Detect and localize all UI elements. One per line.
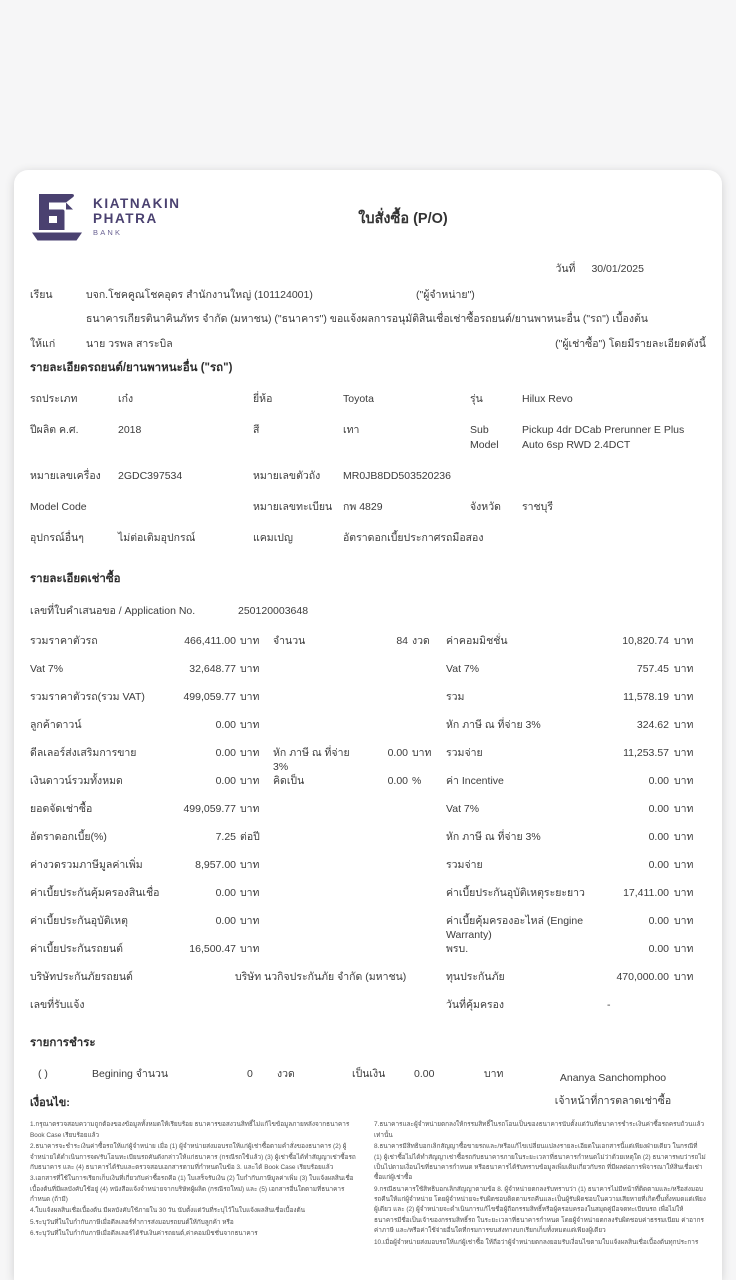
finance-unit: บาท	[240, 914, 260, 927]
letter-for-row	[30, 337, 706, 351]
term-item: 7.ธนาคารและผู้จำหน่ายตกลงให้กรรมสิทธิ์ในรถโอนเป็นของธนาคารนับตั้งแต่วันที่ธนาคารชำระเงินค่าซื้อรถครบถ้วนแล้วเท่านั้น	[374, 1121, 705, 1139]
to-label: เรียน	[30, 289, 53, 302]
finance-row	[446, 662, 706, 690]
finance-label: หัก ภาษี ณ ที่จ่าย 3%	[446, 718, 541, 731]
signature-title: เจ้าหน้าที่การตลาดเช่าซื้อ	[554, 1094, 672, 1107]
finance-value: 466,411.00	[184, 634, 236, 647]
finance-value: 0.00	[648, 830, 669, 843]
finance-unit: บาท	[240, 746, 260, 759]
payment-label: Begining จำนวน	[92, 1068, 169, 1081]
finance-label: รวม	[446, 690, 465, 703]
finance-value: 757.45	[636, 662, 669, 675]
finance-label: ค่าเบี้ยประกันอุบัติเหตุ	[30, 914, 128, 927]
finance-label: เลขที่รับแจ้ง	[30, 998, 85, 1011]
finance-row	[446, 858, 706, 886]
payment-count: 0	[247, 1068, 253, 1081]
payment-row	[30, 1067, 538, 1081]
finance-label: ค่า Incentive	[446, 774, 504, 787]
finance-value: 0.00	[215, 914, 236, 927]
finance-unit: บาท	[240, 802, 260, 815]
finance-label: ค่าเบี้ยประกันอุบัติเหตุระยะยาว	[446, 886, 585, 899]
finance-right-column	[442, 634, 706, 1026]
finance-label: ค่าเบี้ยประกันรถยนต์	[30, 942, 123, 955]
document-header	[30, 194, 706, 260]
letter-to-row	[30, 288, 706, 302]
finance-value: 0.00	[215, 774, 236, 787]
vehicle-label	[470, 531, 522, 562]
finance-mid-label: หัก ภาษี ณ ที่จ่าย 3%	[273, 746, 350, 774]
finance-unit: บาท	[674, 634, 694, 647]
bank-name-line3: BANK	[93, 228, 123, 238]
finance-label: วันที่คุ้มครอง	[446, 998, 505, 1011]
payment-count-unit: งวด	[277, 1068, 295, 1081]
finance-unit: บาท	[674, 802, 694, 815]
vehicle-label: รุ่น	[470, 393, 483, 406]
vehicle-label: หมายเลขเครื่อง	[30, 469, 101, 482]
term-item: 6.ระบุวันที่ในใบกำกับภาษีเมื่อดีลเลอร์ได้รับเงินค่ารถยนต์,ค่าคอมมิชชั่นจากธนาคาร	[30, 1230, 258, 1238]
finance-unit: บาท	[674, 690, 694, 703]
finance-row	[30, 970, 442, 998]
finance-value: 0.00	[215, 718, 236, 731]
finance-row	[446, 690, 706, 718]
terms-heading: เงื่อนไข:	[30, 1096, 70, 1109]
finance-value: บริษัท นวกิจประกันภัย จำกัด (มหาชน)	[235, 970, 407, 983]
finance-value: 0.00	[215, 886, 236, 899]
vehicle-label: สี	[253, 424, 260, 437]
vehicle-label: จังหวัด	[470, 500, 501, 513]
vehicle-value	[522, 531, 706, 562]
term-item: 2.ธนาคารจะชำระเงินค่าซื้อรถให้แก่ผู้จำหน่าย เมื่อ (1) ผู้จำหน่ายส่งมอบรถให้แก่ผู้เช่าซื้อตามคำสั่งของธนาคาร (2) ผู้จำหน่ายได้ดำเนินการจด/รับโอนทะเบียนรถคันดังกล่าวให้แก่ธนาคาร (กรณีรถใช้แล้ว) (3) ผู้เช่าซื้อได้ทำสัญญาเช่าซื้อรถกับธนาคาร และ (4) ธนาคารได้รับและตรวจสอบเอกสารตามที่กำหนดในข้อ 3. และได้ Book Case เรียบร้อยแล้ว	[30, 1143, 356, 1171]
term-item: 9.กรณีธนาคารใช้สิทธิบอกเลิกสัญญาตามข้อ 8. ผู้จำหน่ายตกลงรับทราบว่า (1) ธนาคารไม่มีหน้าที่ติดตามและ/หรือส่งมอบรถคืนให้แก่ผู้จำหน่าย โดยผู้จำหน่ายจะรับผิดชอบติดตามรถคืนและเป็นผู้รับผิดชอบในความเสียหายที่เกิดขึ้นทั้งหมดแต่เพียงผู้เดียว และ (2) ผู้จำหน่ายจะดำเนินการแก้ไขชื่อผู้ถือกรรมสิทธิ์หรือผู้ครอบครองในสมุดคู่มือจดทะเบียนรถ เพื่อไม่ให้ธนาคารมีชื่อเป็นเจ้าของกรรมสิทธิ์รถ ในระยะเวลาที่ธนาคารกำหนด โดยผู้จำหน่ายตกลงรับผิดชอบค่าธรรมเนียม ค่าอากร ค่าภาษี และ/หรือค่าใช้จ่ายอื่นใดที่กรมการขนส่งทางบกเรียกเก็บทั้งหมดแต่เพียงผู้เดียว	[374, 1185, 706, 1235]
finance-row	[446, 830, 706, 858]
finance-unit: บาท	[674, 970, 694, 983]
vehicle-value: ไม่ต่อเติมอุปกรณ์	[118, 532, 196, 545]
hirer-name: นาย วรพล สาระบิล	[86, 337, 173, 350]
finance-row	[30, 662, 442, 690]
finance-unit: บาท	[674, 662, 694, 675]
terms-left-column	[30, 1120, 362, 1249]
payment-section	[30, 1036, 706, 1111]
finance-row	[446, 746, 706, 774]
finance-label: ดีลเลอร์ส่งเสริมการขาย	[30, 746, 137, 759]
vehicle-label: ยี่ห้อ	[253, 393, 273, 406]
finance-unit: บาท	[240, 942, 260, 955]
finance-row	[30, 802, 442, 830]
bank-name-line1: KIATNAKIN	[93, 196, 181, 211]
finance-label: รวมจ่าย	[446, 858, 483, 871]
finance-mid-unit: %	[412, 774, 422, 787]
finance-row	[30, 634, 442, 662]
finance-unit: บาท	[240, 690, 260, 703]
finance-value: 0.00	[648, 914, 669, 927]
finance-row	[446, 942, 706, 970]
signature-name: Ananya Sanchomphoo	[559, 1072, 667, 1085]
finance-row	[30, 998, 442, 1026]
vehicle-value: กพ 4829	[343, 500, 383, 513]
finance-unit: บาท	[674, 942, 694, 955]
finance-mid-value: 84	[396, 634, 408, 647]
vehicle-value: เก๋ง	[118, 393, 134, 406]
vehicle-details-grid	[30, 392, 706, 562]
finance-unit: บาท	[240, 634, 260, 647]
term-item: 3.เอกสารที่ใช้ในการเรียกเก็บเงินที่เกี่ยวกับค่าซื้อรถคือ (1) ใบเสร็จรับเงิน (2) ใบกำกับภาษีมูลค่าเพิ่ม (3) ใบแจ้งผลสินเชื่อเบื้องต้นที่มีผลบังคับใช้อยู่ (4) หนังสือแจ้งจำหน่ายจากบริษัทผู้ผลิต (กรณีรถใหม่) และ (5) เอกสารอื่นใดตามที่ธนาคารกำหนด (ถ้ามี)	[30, 1175, 354, 1204]
vehicle-value: 2GDC397534	[118, 469, 183, 482]
finance-left-column	[30, 634, 442, 1026]
finance-row	[30, 718, 442, 746]
finance-value: 499,059.77	[183, 690, 236, 703]
finance-label: เงินดาวน์รวมทั้งหมด	[30, 774, 123, 787]
vehicle-label: หมายเลขทะเบียน	[253, 500, 333, 513]
finance-unit: บาท	[674, 774, 694, 787]
finance-label: รวมราคาตัวรถ	[30, 634, 98, 647]
finance-unit: บาท	[240, 718, 260, 731]
vehicle-label: รถประเภท	[30, 393, 78, 406]
finance-value: 0.00	[215, 746, 236, 759]
for-label: ให้แก่	[30, 337, 56, 350]
finance-unit: บาท	[240, 774, 260, 787]
finance-value: 11,253.57	[623, 746, 669, 759]
finance-mid-unit: งวด	[412, 634, 430, 647]
finance-unit: บาท	[674, 746, 694, 759]
finance-value: 324.62	[636, 718, 669, 731]
finance-label: ค่าเบี้ยคุ้มครองอะไหล่ (Engine Warranty)	[446, 914, 584, 942]
payment-amount-label: เป็นเงิน	[352, 1068, 386, 1081]
vehicle-value: Hilux Revo	[522, 393, 573, 406]
finance-row	[446, 774, 706, 802]
finance-row	[30, 746, 442, 774]
kiatnakin-phatra-logo-icon	[30, 194, 84, 241]
finance-value: 0.00	[648, 802, 669, 815]
letter-intro: ธนาคารเกียรตินาคินภัทร จำกัด (มหาชน) ("ธนาคาร") ขอแจ้งผลการอนุมัติสินเชื่อเช่าซื้อรถยนต์/ยานพาหนะอื่น ("รถ") เบื้องต้น	[86, 313, 648, 326]
vehicle-label: Model Code	[30, 500, 87, 513]
finance-unit: ต่อปี	[240, 830, 260, 843]
vehicle-value: อัตราดอกเบี้ยประกาศรถมือสอง	[343, 532, 484, 545]
date-value: 30/01/2025	[591, 263, 644, 275]
vehicle-value: ราชบุรี	[522, 500, 553, 513]
finance-label: รวมจ่าย	[446, 746, 483, 759]
finance-label: ค่าคอมมิชชั่น	[446, 634, 508, 647]
vehicle-label: หมายเลขตัวถัง	[253, 469, 321, 482]
finance-mid-value: 0.00	[387, 774, 408, 787]
finance-value: 7.25	[215, 830, 236, 843]
finance-row	[30, 690, 442, 718]
finance-label: ยอดจัดเช่าซื้อ	[30, 802, 93, 815]
finance-label: หัก ภาษี ณ ที่จ่าย 3%	[446, 830, 541, 843]
date-row	[30, 262, 706, 276]
finance-value: 0.00	[648, 858, 669, 871]
finance-unit: บาท	[674, 830, 694, 843]
finance-mid-value: 0.00	[387, 746, 408, 759]
finance-value: 17,411.00	[623, 886, 669, 899]
vehicle-value: Toyota	[343, 393, 374, 406]
finance-unit: บาท	[240, 886, 260, 899]
hp-section-heading: รายละเอียดเช่าซื้อ	[30, 573, 121, 586]
vehicle-label: แคมเปญ	[253, 532, 293, 545]
bank-name-line2: PHATRA	[93, 211, 158, 227]
vehicle-value: 2018	[118, 424, 142, 437]
application-row	[30, 604, 706, 618]
finance-row	[446, 718, 706, 746]
dealer-tag: ("ผู้จำหน่าย")	[416, 289, 475, 302]
finance-label: ทุนประกันภัย	[446, 970, 505, 983]
finance-label: Vat 7%	[446, 802, 480, 815]
finance-mid-label: จำนวน	[273, 634, 306, 647]
payment-checkbox: ( )	[38, 1068, 48, 1081]
finance-row	[446, 634, 706, 662]
finance-unit: บาท	[674, 914, 694, 927]
vehicle-value: เทา	[343, 424, 360, 437]
vehicle-label: ปีผลิต ค.ศ.	[30, 424, 79, 437]
finance-value: 0.00	[648, 774, 669, 787]
finance-row	[446, 970, 706, 998]
finance-value: 11,578.19	[623, 690, 669, 703]
term-item: 10.เมื่อผู้จำหน่ายส่งมอบรถให้แก่ผู้เช่าซื้อ ให้ถือว่าผู้จำหน่ายตกลงยอมรับเงื่อนไขตามใบแจ้งผลสินเชื่อเบื้องต้นทุกประการ	[374, 1238, 699, 1246]
finance-row	[30, 858, 442, 886]
dealer-name: บจก.โชคคูณโชคอุดร สำนักงานใหญ่ (101124001)	[86, 289, 313, 302]
finance-label: บริษัทประกันภัยรถยนต์	[30, 970, 133, 983]
finance-row	[30, 774, 442, 802]
finance-value: 0.00	[648, 942, 669, 955]
hirer-tag: ("ผู้เช่าซื้อ") โดยมีรายละเอียดดังนี้	[555, 337, 706, 350]
finance-unit: บาท	[674, 886, 694, 899]
finance-value: -	[607, 998, 611, 1011]
finance-columns	[30, 634, 706, 1026]
vehicle-section-heading: รายละเอียดรถยนต์/ยานพาหนะอื่น ("รถ")	[30, 361, 233, 374]
payment-amount-unit: บาท	[484, 1068, 504, 1081]
finance-unit: บาท	[240, 858, 260, 871]
finance-label: ค่าเบี้ยประกันคุ้มครองสินเชื่อ	[30, 886, 160, 899]
application-no-label: เลขที่ใบคำเสนอขอ / Application No.	[30, 604, 196, 617]
finance-value: 499,059.77	[183, 802, 236, 815]
finance-unit: บาท	[674, 718, 694, 731]
finance-value: 470,000.00	[616, 970, 669, 983]
finance-mid-unit: บาท	[412, 746, 432, 759]
finance-label: อัตราดอกเบี้ย(%)	[30, 830, 107, 843]
finance-value: 10,820.74	[622, 634, 669, 647]
finance-value: 32,648.77	[189, 662, 236, 675]
finance-unit: บาท	[674, 858, 694, 871]
finance-mid-label: คิดเป็น	[273, 774, 305, 787]
finance-value: 8,957.00	[195, 858, 236, 871]
finance-label: ลูกค้าดาวน์	[30, 718, 82, 731]
finance-label: Vat 7%	[30, 662, 64, 675]
term-item: 5.ระบุวันที่ในใบกำกับภาษีเมื่อดีลเลอร์ทำการส่งมอบรถยนต์ให้กับลูกค้า หรือ	[30, 1218, 234, 1226]
finance-row	[446, 886, 706, 914]
vehicle-label	[470, 469, 522, 500]
term-item: 8.ธนาคารมีสิทธิบอกเลิกสัญญาซื้อขายรถและ/หรือแก้ไขเปลี่ยนแปลงรายละเอียดในเอกสารนี้แต่เพียงฝ่ายเดียว ในกรณีที่ (1) ผู้เช่าซื้อไม่ได้ทำสัญญาเช่าซื้อรถกับธนาคารภายในระยะเวลาที่ธนาคารกำหนดไม่ว่าด้วยเหตุใด (2) ธนาคารพบว่ารถไม่เป็นไปตามเงื่อนไขที่ธนาคารกำหนด หรือธนาคารได้รับทราบข้อมูลเพิ่มเติมเกี่ยวกับรถ ที่มีผลต่อการพิจารณาให้สินเชื่อเช่าซื้อแก่ผู้เช่าซื้อ	[374, 1143, 706, 1182]
purchase-order-document	[14, 170, 722, 1280]
finance-value: 16,500.47	[189, 942, 236, 955]
terms-columns	[30, 1120, 706, 1249]
term-item: 1.กรุณาตรวจสอบความถูกต้องของข้อมูลทั้งหมดให้เรียบร้อย ธนาคารขอสงวนสิทธิ์ไม่แก้ไขข้อมูลภายหลังจากธนาคาร Book Case เรียบร้อยแล้ว	[30, 1121, 350, 1139]
vehicle-value: Pickup 4dr DCab Prerunner E Plus Auto 6sp RWD 2.4DCT	[522, 424, 685, 451]
finance-row	[30, 942, 442, 970]
finance-label: Vat 7%	[446, 662, 480, 675]
finance-row	[446, 914, 706, 942]
vehicle-label: Sub Model	[470, 424, 499, 451]
payment-amount: 0.00	[414, 1068, 435, 1081]
finance-row	[30, 914, 442, 942]
application-no-value: 250120003648	[238, 604, 309, 617]
signature-block	[538, 1055, 688, 1107]
page-title: ใบสั่งซื้อ (P/O)	[358, 211, 448, 227]
finance-label: พรบ.	[446, 942, 469, 955]
finance-row	[30, 886, 442, 914]
payment-heading: รายการชำระ	[30, 1036, 96, 1049]
finance-label: รวมราคาตัวรถ(รวม VAT)	[30, 690, 145, 703]
vehicle-value	[118, 500, 253, 531]
terms-right-column	[374, 1120, 706, 1249]
finance-label: ค่างวดรวมภาษีมูลค่าเพิ่ม	[30, 858, 143, 871]
finance-row	[446, 998, 706, 1026]
finance-row	[446, 802, 706, 830]
vehicle-value: MR0JB8DD503520236	[343, 469, 451, 482]
finance-unit: บาท	[240, 662, 260, 675]
term-item: 4.ใบแจ้งผลสินเชื่อเบื้องต้น มีผลบังคับใช้ภายใน 30 วัน นับตั้งแต่วันที่ระบุไว้ในใบแจ้งผลสินเชื่อเบื้องต้น	[30, 1207, 306, 1215]
finance-row	[30, 830, 442, 858]
vehicle-value	[522, 469, 706, 500]
vehicle-label: อุปกรณ์อื่นๆ	[30, 532, 84, 545]
date-label: วันที่	[555, 263, 576, 275]
